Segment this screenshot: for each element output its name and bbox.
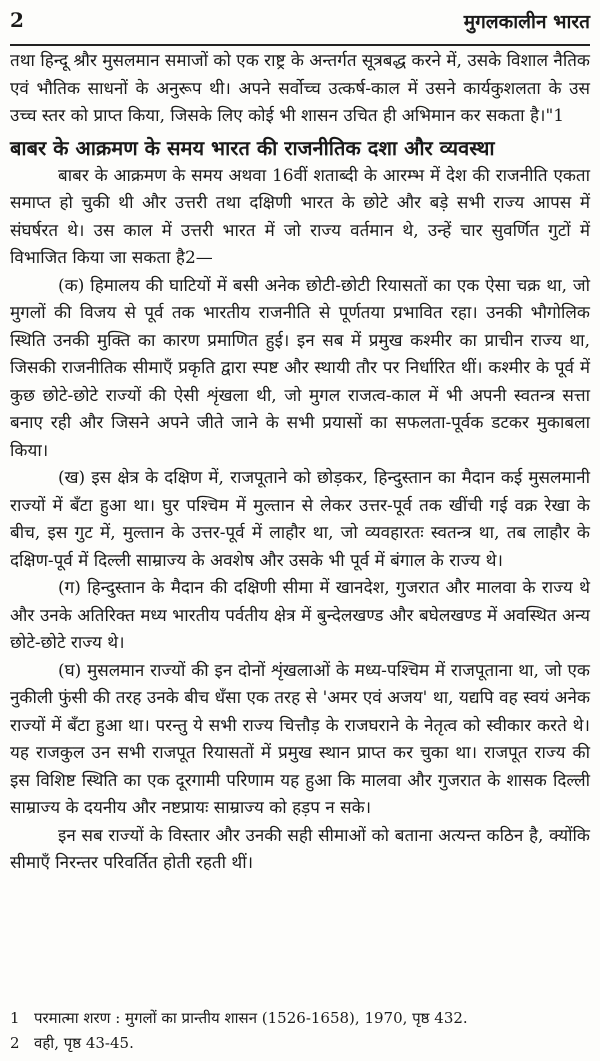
paragraph-group-ga: (ग) हिन्दुस्तान के मैदान की दक्षिणी सीमा में खानदेश, गुजरात और मालवा के राज्य थे और उनके अतिरिक्त मध्य भारतीय पर्वतीय क्षेत्र में बुन्देलखण्ड और बघेलखण्ड में अवस्थित अन्य छोटे-छोटे राज्य थे। [10,578,590,653]
paragraph-intro: बाबर के आक्रमण के समय अथवा 16वीं शताब्दी के आरम्भ में देश की राजनीति एकता समाप्त हो चुकी थी और उत्तरी तथा दक्षिणी भारत के छोटे और बड़े सभी राज्य आपस में संघर्षरत थे। उस काल में उत्तरी भारत में जो राज्य वर्तमान थे, उन्हें चार सुवर्णित गुटों में विभाजित किया जा सकता है2— [10,165,590,268]
paragraph-group-ka: (क) हिमालय की घाटियों में बसी अनेक छोटी-छोटी रियासतों का एक ऐसा चक्र था, जो मुगलों की विजय से पूर्व तक भारतीय राजनीति से पूर्णतया प्रभावित रहा। उनकी भौगोलिक स्थिति उनकी मुक्ति का कारण प्रमाणित हुई। इन सब में प्रमुख कश्मीर का प्राचीन राज्य था, जिसकी राजनीतिक सीमाएँ प्रकृति द्वारा स्पष्ट और स्थायी तौर पर निर्धारित थीं। कश्मीर के पूर्व में कुछ छोटे-छोटे राज्यों की ऐसी शृंखला थी, जो मुगल राजत्व-काल में भी अपनी स्वतन्त्र सत्ता बनाए रही और जिसने अपने जीते जाने के सभी प्रयासों का सफलता-पूर्वक डटकर मुकाबला किया। [10,275,590,461]
paragraph-continued-quote: तथा हिन्दू श्रौर मुसलमान समाजों को एक राष्ट्र के अन्तर्गत सूत्रबद्ध करने में, उसके विशाल नैतिक एवं भौतिक साधनों के अनुरूप थी। अपने सर्वोच्च उत्कर्ष-काल में उसने कार्यकुशलता के उस उच्च स्तर को प्राप्त किया, जिसके लिए कोई भी शासन उचित ही अभिमान कर सकता है।"1 [10,51,590,126]
footnote-number: 2 [10,1034,20,1052]
footnote-text: वही, पृष्ठ 43-45. [34,1034,134,1052]
paragraph-group-gha: (घ) मुसलमान राज्यों की इन दोनों शृंखलाओं के मध्य-पश्चिम में राजपूताना था, जो एक नुकीली फुंसी की तरह उनके बीच धँसा एक तरह से 'अमर एवं अजय' था, यद्यपि वह स्वयं अनेक राज्यों में बँटा हुआ था। परन्तु ये सभी राज्य चित्तौड़ के राजघराने के नेतृत्व को स्वीकार करते थे। यह राजकुल उन सभी राजपूत रियासतों में प्रमुख स्थान प्राप्त कर चुका था। राजपूत राज्य की इस विशिष्ट स्थिति का एक दूरगामी परिणाम यह हुआ कि मालवा और गुजरात के शासक दिल्ली साम्राज्य के दयनीय और नष्टप्रायः साम्राज्य को हड़प न सके। [10,660,590,818]
page-header [10,4,590,46]
paragraph-closing: इन सब राज्यों के विस्तार और उनकी सही सीमाओं को बताना अत्यन्त कठिन है, क्योंकि सीमाएँ निरन्तर परिवर्तित होती रहती थीं। [10,825,590,873]
footnote [10,1006,590,1031]
footnotes [10,1006,590,1056]
footnote [10,1031,590,1056]
section-heading: बाबर के आक्रमण के समय भारत की राजनीतिक दशा और व्यवस्था [10,135,495,160]
running-title: मुगलकालीन भारत [463,11,590,33]
page-number: 2 [10,8,24,32]
footnote-text: परमात्मा शरण : मुगलों का प्रान्तीय शासन (1526-1658), 1970, पृष्ठ 432. [34,1009,468,1027]
footnote-number: 1 [10,1009,20,1027]
page-body [10,48,590,878]
paragraph-group-kha: (ख) इस क्षेत्र के दक्षिण में, राजपूताने को छोड़कर, हिन्दुस्तान का मैदान कई मुसलमानी राज्यों में बँटा हुआ था। घुर पश्चिम में मुल्तान से लेकर उत्तर-पूर्व तक खींची गई वक्र रेखा के बीच, इस गुट में, मुल्तान के उत्तर-पूर्व में लाहौर था, जो व्यवहारतः स्वतन्त्र था, तब लाहौर के दक्षिण-पूर्व में दिल्ली साम्राज्य के अवशेष और उसके भी पूर्व में बंगाल के राज्य थे। [10,468,590,571]
